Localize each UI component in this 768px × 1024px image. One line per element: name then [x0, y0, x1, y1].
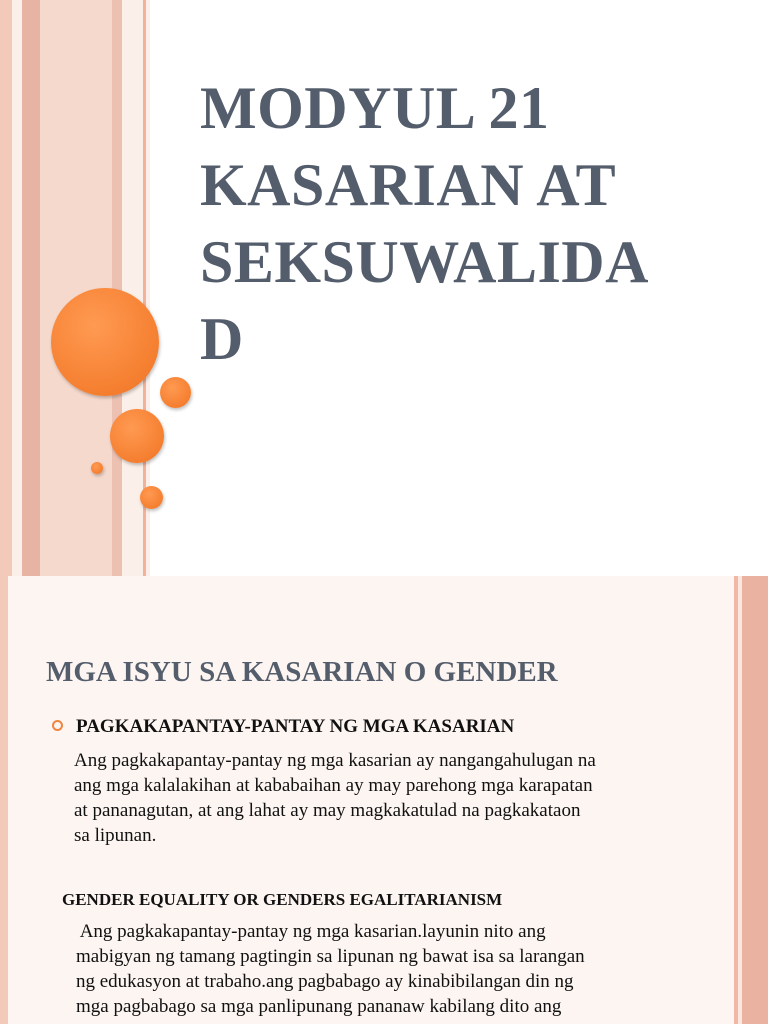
- paragraph-egalitarianism: [76, 919, 676, 1019]
- subheading: GENDER EQUALITY OR GENDERS EGALITARIANISM: [62, 890, 503, 909]
- title-line: KASARIAN AT: [200, 152, 617, 218]
- title-line: D: [200, 306, 244, 372]
- slide-content: [0, 576, 768, 1024]
- decorative-circle: [140, 486, 163, 509]
- bullet-icon: [52, 720, 63, 731]
- slide-title-text: [200, 70, 720, 378]
- paragraph-line: mga pagbabago sa mga panlipunang pananaw kabilang dito ang: [76, 996, 562, 1017]
- paragraph-definition: [74, 748, 674, 848]
- decorative-circle: [110, 409, 164, 463]
- decorative-stripe: [0, 576, 8, 1024]
- decorative-circle: [51, 288, 159, 396]
- paragraph-line: sa lipunan.: [74, 825, 157, 846]
- paragraph-line: mabigyan ng tamang pagtingin sa lipunan ng bawat isa sa larangan: [76, 946, 585, 967]
- decorative-stripe: [742, 576, 768, 1024]
- bullet-heading: PAGKAKAPANTAY-PANTAY NG MGA KASARIAN: [76, 716, 515, 737]
- paragraph-line: Ang pagkakapantay-pantay ng mga kasarian.layunin nito ang: [76, 921, 546, 942]
- decorative-circle: [91, 462, 103, 474]
- slide-heading: MGA ISYU SA KASARIAN O GENDER: [46, 656, 558, 688]
- title-line: MODYUL 21: [200, 75, 550, 141]
- paragraph-line: Ang pagkakapantay-pantay ng mga kasarian ay nangangahulugan na: [74, 750, 596, 771]
- paragraph-line: ang mga kalalakihan at kababaihan ay may parehong mga karapatan: [74, 775, 593, 796]
- paragraph-line: ng edukasyon at trabaho.ang pagbabago ay kinabibilangan din ng: [76, 971, 574, 992]
- decorative-stripe: [22, 0, 40, 576]
- decorative-circle: [160, 377, 191, 408]
- decorative-stripe: [0, 0, 12, 576]
- title-line: SEKSUWALIDA: [200, 229, 649, 295]
- paragraph-line: at pananagutan, at ang lahat ay may magkakatulad na pagkakataon: [74, 800, 581, 821]
